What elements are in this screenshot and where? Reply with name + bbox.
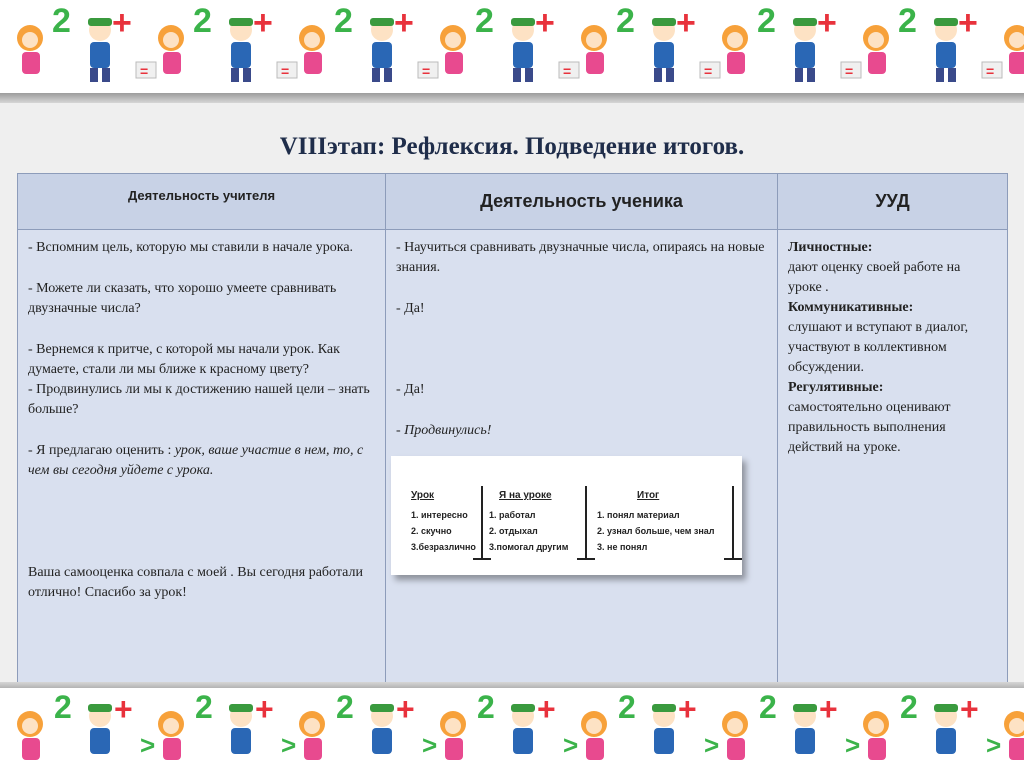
header-uud: УУД <box>778 174 1008 230</box>
student-text: - Да! <box>396 382 425 397</box>
student-text: - Научиться сравнивать двузначные числа, опираясь на новые знания. <box>396 240 765 275</box>
uud-cell <box>778 230 1008 685</box>
teacher-text: Ваша самооценка совпала с моей . Вы сегодня работали отлично! Спасибо за урок! <box>28 565 363 600</box>
tee-mark <box>724 558 742 560</box>
header-teacher-activity: Деятельность учителя <box>18 174 386 230</box>
decorative-border-top <box>0 0 1024 96</box>
tee-mark <box>732 486 734 558</box>
self-evaluation-card <box>391 456 742 575</box>
border-shadow-top <box>0 93 1024 103</box>
uud-personal-text: дают оценку своей работе на уроке . <box>788 260 961 295</box>
uud-regulatory-title: Регулятивные: <box>788 380 884 395</box>
eval-item: 2. скучно <box>411 526 452 536</box>
svg-text:+: + <box>112 4 132 42</box>
eval-item: 2. узнал больше, чем знал <box>597 526 715 536</box>
svg-text:2: 2 <box>54 689 72 725</box>
teacher-activity-cell <box>18 230 386 685</box>
svg-text:>: > <box>140 730 156 760</box>
eval-me-header: Я на уроке <box>499 490 552 501</box>
svg-text:=: = <box>140 63 149 79</box>
table-header-row <box>18 174 1008 230</box>
svg-text:+: + <box>114 691 133 727</box>
header-student-activity: Деятельность ученика <box>386 174 778 230</box>
teacher-text: - Вспомним цель, которую мы ставили в начале урока. <box>28 240 354 255</box>
teacher-text: - Можете ли сказать, что хорошо умеете сравнивать двузначные числа? <box>28 281 337 316</box>
eval-item: 3.помогал другим <box>489 542 569 552</box>
cartoon-kids-math-border <box>0 688 1024 767</box>
eval-item: 1. интересно <box>411 510 468 520</box>
uud-regulatory-text: самостоятельно оценивают правильность выполнения действий на уроке. <box>788 400 951 455</box>
eval-item: 3. не понял <box>597 542 648 552</box>
teacher-text: - Продвинулись ли мы к достижению нашей цели – знать больше? <box>28 382 370 417</box>
svg-text:2: 2 <box>52 2 71 40</box>
eval-item: 2. отдыхал <box>489 526 538 536</box>
teacher-text <box>28 441 375 481</box>
eval-lesson-header: Урок <box>411 490 435 501</box>
uud-personal-title: Личностные: <box>788 240 873 255</box>
tee-mark <box>577 558 595 560</box>
tee-mark <box>585 486 587 558</box>
cartoon-kids-math-border <box>0 0 1024 96</box>
tee-mark <box>481 486 483 558</box>
tee-mark <box>473 558 491 560</box>
eval-lesson-column <box>411 490 476 555</box>
eval-me-column <box>489 490 568 555</box>
eval-result-header: Итог <box>637 490 660 501</box>
decorative-border-bottom <box>0 688 1024 767</box>
eval-item: 1. понял материал <box>597 510 680 520</box>
teacher-text-italic: урок, ваше участие в нем, то, с чем вы сегодня уйдете с урока. <box>28 443 364 478</box>
student-text: - Продвинулись! <box>396 423 492 438</box>
eval-result-column <box>597 490 715 555</box>
teacher-text-start: - Я предлагаю оценить : <box>28 443 175 458</box>
uud-communicative-text: слушают и вступают в диалог, участвуют в коллективном обсуждении. <box>788 320 969 375</box>
uud-communicative-title: Коммуникативные: <box>788 300 914 315</box>
lesson-table <box>17 173 1008 685</box>
slide-title: VIIIэтап: Рефлексия. Подведение итогов. <box>279 133 745 160</box>
teacher-text: - Вернемся к притче, с которой мы начали урок. Как думаете, стали ли мы ближе к красному цвету? <box>28 342 340 377</box>
eval-item: 3.безразлично <box>411 542 476 552</box>
eval-item: 1. работал <box>489 510 536 520</box>
student-text: - Да! <box>396 301 425 316</box>
